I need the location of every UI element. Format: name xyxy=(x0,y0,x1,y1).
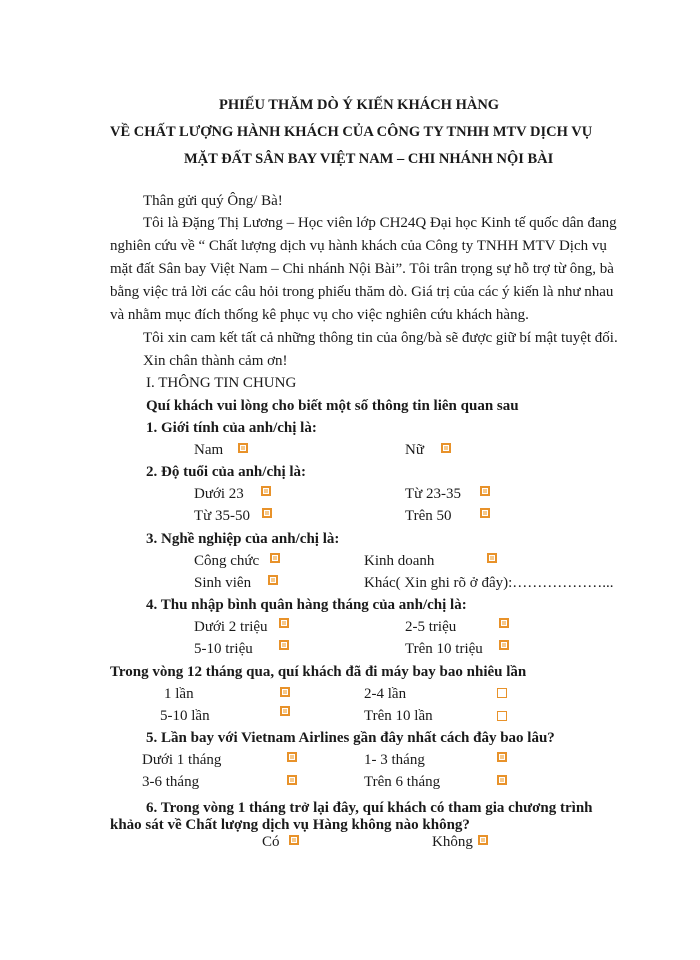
q6-option-yes-label: Có xyxy=(262,834,280,850)
q5-option-2-checkbox[interactable] xyxy=(497,752,507,762)
q6-label-line-2: khảo sát về Chất lượng dịch vụ Hàng không nào không? xyxy=(110,817,470,833)
q6-label-line-1: 6. Trong vòng 1 tháng trở lại đây, quí khách có tham gia chương trình xyxy=(146,800,593,816)
title-line-1: PHIẾU THĂM DÒ Ý KIẾN KHÁCH HÀNG xyxy=(219,97,500,113)
flights-question-label: Trong vòng 12 tháng qua, quí khách đã đi máy bay bao nhiêu lần xyxy=(110,664,527,680)
q3-option-2-label: Kinh doanh xyxy=(364,553,435,569)
q5-option-4-label: Trên 6 tháng xyxy=(364,774,441,790)
q4-label: 4. Thu nhập bình quân hàng tháng của anh/chị là: xyxy=(146,597,467,613)
flights-option-3-label: 5-10 lần xyxy=(160,708,210,724)
title-line-3: MẶT ĐẤT SÂN BAY VIỆT NAM – CHI NHÁNH NỘI BÀI xyxy=(184,151,554,167)
q4-option-4-checkbox[interactable] xyxy=(499,640,509,650)
q2-option-4-checkbox[interactable] xyxy=(480,508,490,518)
q3-option-2-checkbox[interactable] xyxy=(487,553,497,563)
flights-option-2-checkbox[interactable] xyxy=(497,688,507,698)
q5-option-2-label: 1- 3 tháng xyxy=(364,752,425,768)
flights-option-2-label: 2-4 lần xyxy=(364,686,407,702)
intro-line-4: bằng việc trả lời các câu hỏi trong phiếu thăm dò. Giá trị của các ý kiến là như nhau xyxy=(110,284,614,300)
q3-option-3-checkbox[interactable] xyxy=(268,575,278,585)
intro-line-5: và nhằm mục đích thống kê phục vụ cho việc nghiên cứu khách hàng. xyxy=(110,307,529,323)
intro-line-3: mặt đất Sân bay Việt Nam – Chi nhánh Nội Bài”. Tôi trân trọng sự hỗ trợ từ ông, bà xyxy=(110,261,614,277)
flights-option-3-checkbox[interactable] xyxy=(280,706,290,716)
q1-option-female-checkbox[interactable] xyxy=(441,443,451,453)
intro-line-2: nghiên cứu về “ Chất lượng dịch vụ hành khách của Công ty TNHH MTV Dịch vụ xyxy=(110,238,607,254)
thanks: Xin chân thành cảm ơn! xyxy=(143,353,288,369)
q2-option-3-label: Từ 35-50 xyxy=(194,508,251,524)
q5-option-1-label: Dưới 1 tháng xyxy=(142,752,222,768)
q4-option-3-checkbox[interactable] xyxy=(279,640,289,650)
q2-option-1-checkbox[interactable] xyxy=(261,486,271,496)
title-line-2: VỀ CHẤT LƯỢNG HÀNH KHÁCH CỦA CÔNG TY TNHH MTV DỊCH VỤ xyxy=(110,124,593,140)
q5-option-3-checkbox[interactable] xyxy=(287,775,297,785)
q6-option-no-checkbox[interactable] xyxy=(478,835,488,845)
section-intro: Quí khách vui lòng cho biết một số thông tin liên quan sau xyxy=(146,398,519,414)
q1-option-female-label: Nữ xyxy=(405,442,424,458)
q5-option-1-checkbox[interactable] xyxy=(287,752,297,762)
q2-option-1-label: Dưới 23 xyxy=(194,486,244,502)
q5-option-4-checkbox[interactable] xyxy=(497,775,507,785)
q2-option-4-label: Trên 50 xyxy=(405,508,452,524)
q4-option-4-label: Trên 10 triệu xyxy=(405,641,483,657)
q6-option-yes-checkbox[interactable] xyxy=(289,835,299,845)
q4-option-1-label: Dưới 2 triệu xyxy=(194,619,268,635)
q2-label: 2. Độ tuổi của anh/chị là: xyxy=(146,464,307,480)
q2-option-3-checkbox[interactable] xyxy=(262,508,272,518)
q4-option-2-label: 2-5 triệu xyxy=(405,619,457,635)
q5-option-3-label: 3-6 tháng xyxy=(142,774,200,790)
q1-label: 1. Giới tính của anh/chị là: xyxy=(146,420,317,436)
commitment: Tôi xin cam kết tất cả những thông tin của ông/bà sẽ được giữ bí mật tuyệt đối. xyxy=(143,330,618,346)
q2-option-2-checkbox[interactable] xyxy=(480,486,490,496)
section-heading: I. THÔNG TIN CHUNG xyxy=(146,375,297,391)
q3-option-3-label: Sinh viên xyxy=(194,575,252,591)
q3-label: 3. Nghề nghiệp của anh/chị là: xyxy=(146,531,340,547)
q6-option-no-label: Không xyxy=(432,834,473,850)
q4-option-1-checkbox[interactable] xyxy=(279,618,289,628)
flights-option-1-label: 1 lần xyxy=(164,686,194,702)
q2-option-2-label: Từ 23-35 xyxy=(405,486,462,502)
q1-option-male-label: Nam xyxy=(194,442,224,458)
greeting: Thân gửi quý Ông/ Bà! xyxy=(143,193,283,209)
q3-option-1-checkbox[interactable] xyxy=(270,553,280,563)
q3-option-other-label: Khác( Xin ghi rõ ở đây):………………... xyxy=(364,575,614,591)
flights-option-4-checkbox[interactable] xyxy=(497,711,507,721)
q3-option-1-label: Công chức xyxy=(194,553,260,569)
q4-option-3-label: 5-10 triệu xyxy=(194,641,253,657)
intro-line-1: Tôi là Đặng Thị Lương – Học viên lớp CH24Q Đại học Kinh tế quốc dân đang xyxy=(143,215,617,231)
q4-option-2-checkbox[interactable] xyxy=(499,618,509,628)
q5-label: 5. Lần bay với Vietnam Airlines gần đây nhất cách đây bao lâu? xyxy=(146,730,555,746)
flights-option-4-label: Trên 10 lần xyxy=(364,708,433,724)
flights-option-1-checkbox[interactable] xyxy=(280,687,290,697)
q1-option-male-checkbox[interactable] xyxy=(238,443,248,453)
